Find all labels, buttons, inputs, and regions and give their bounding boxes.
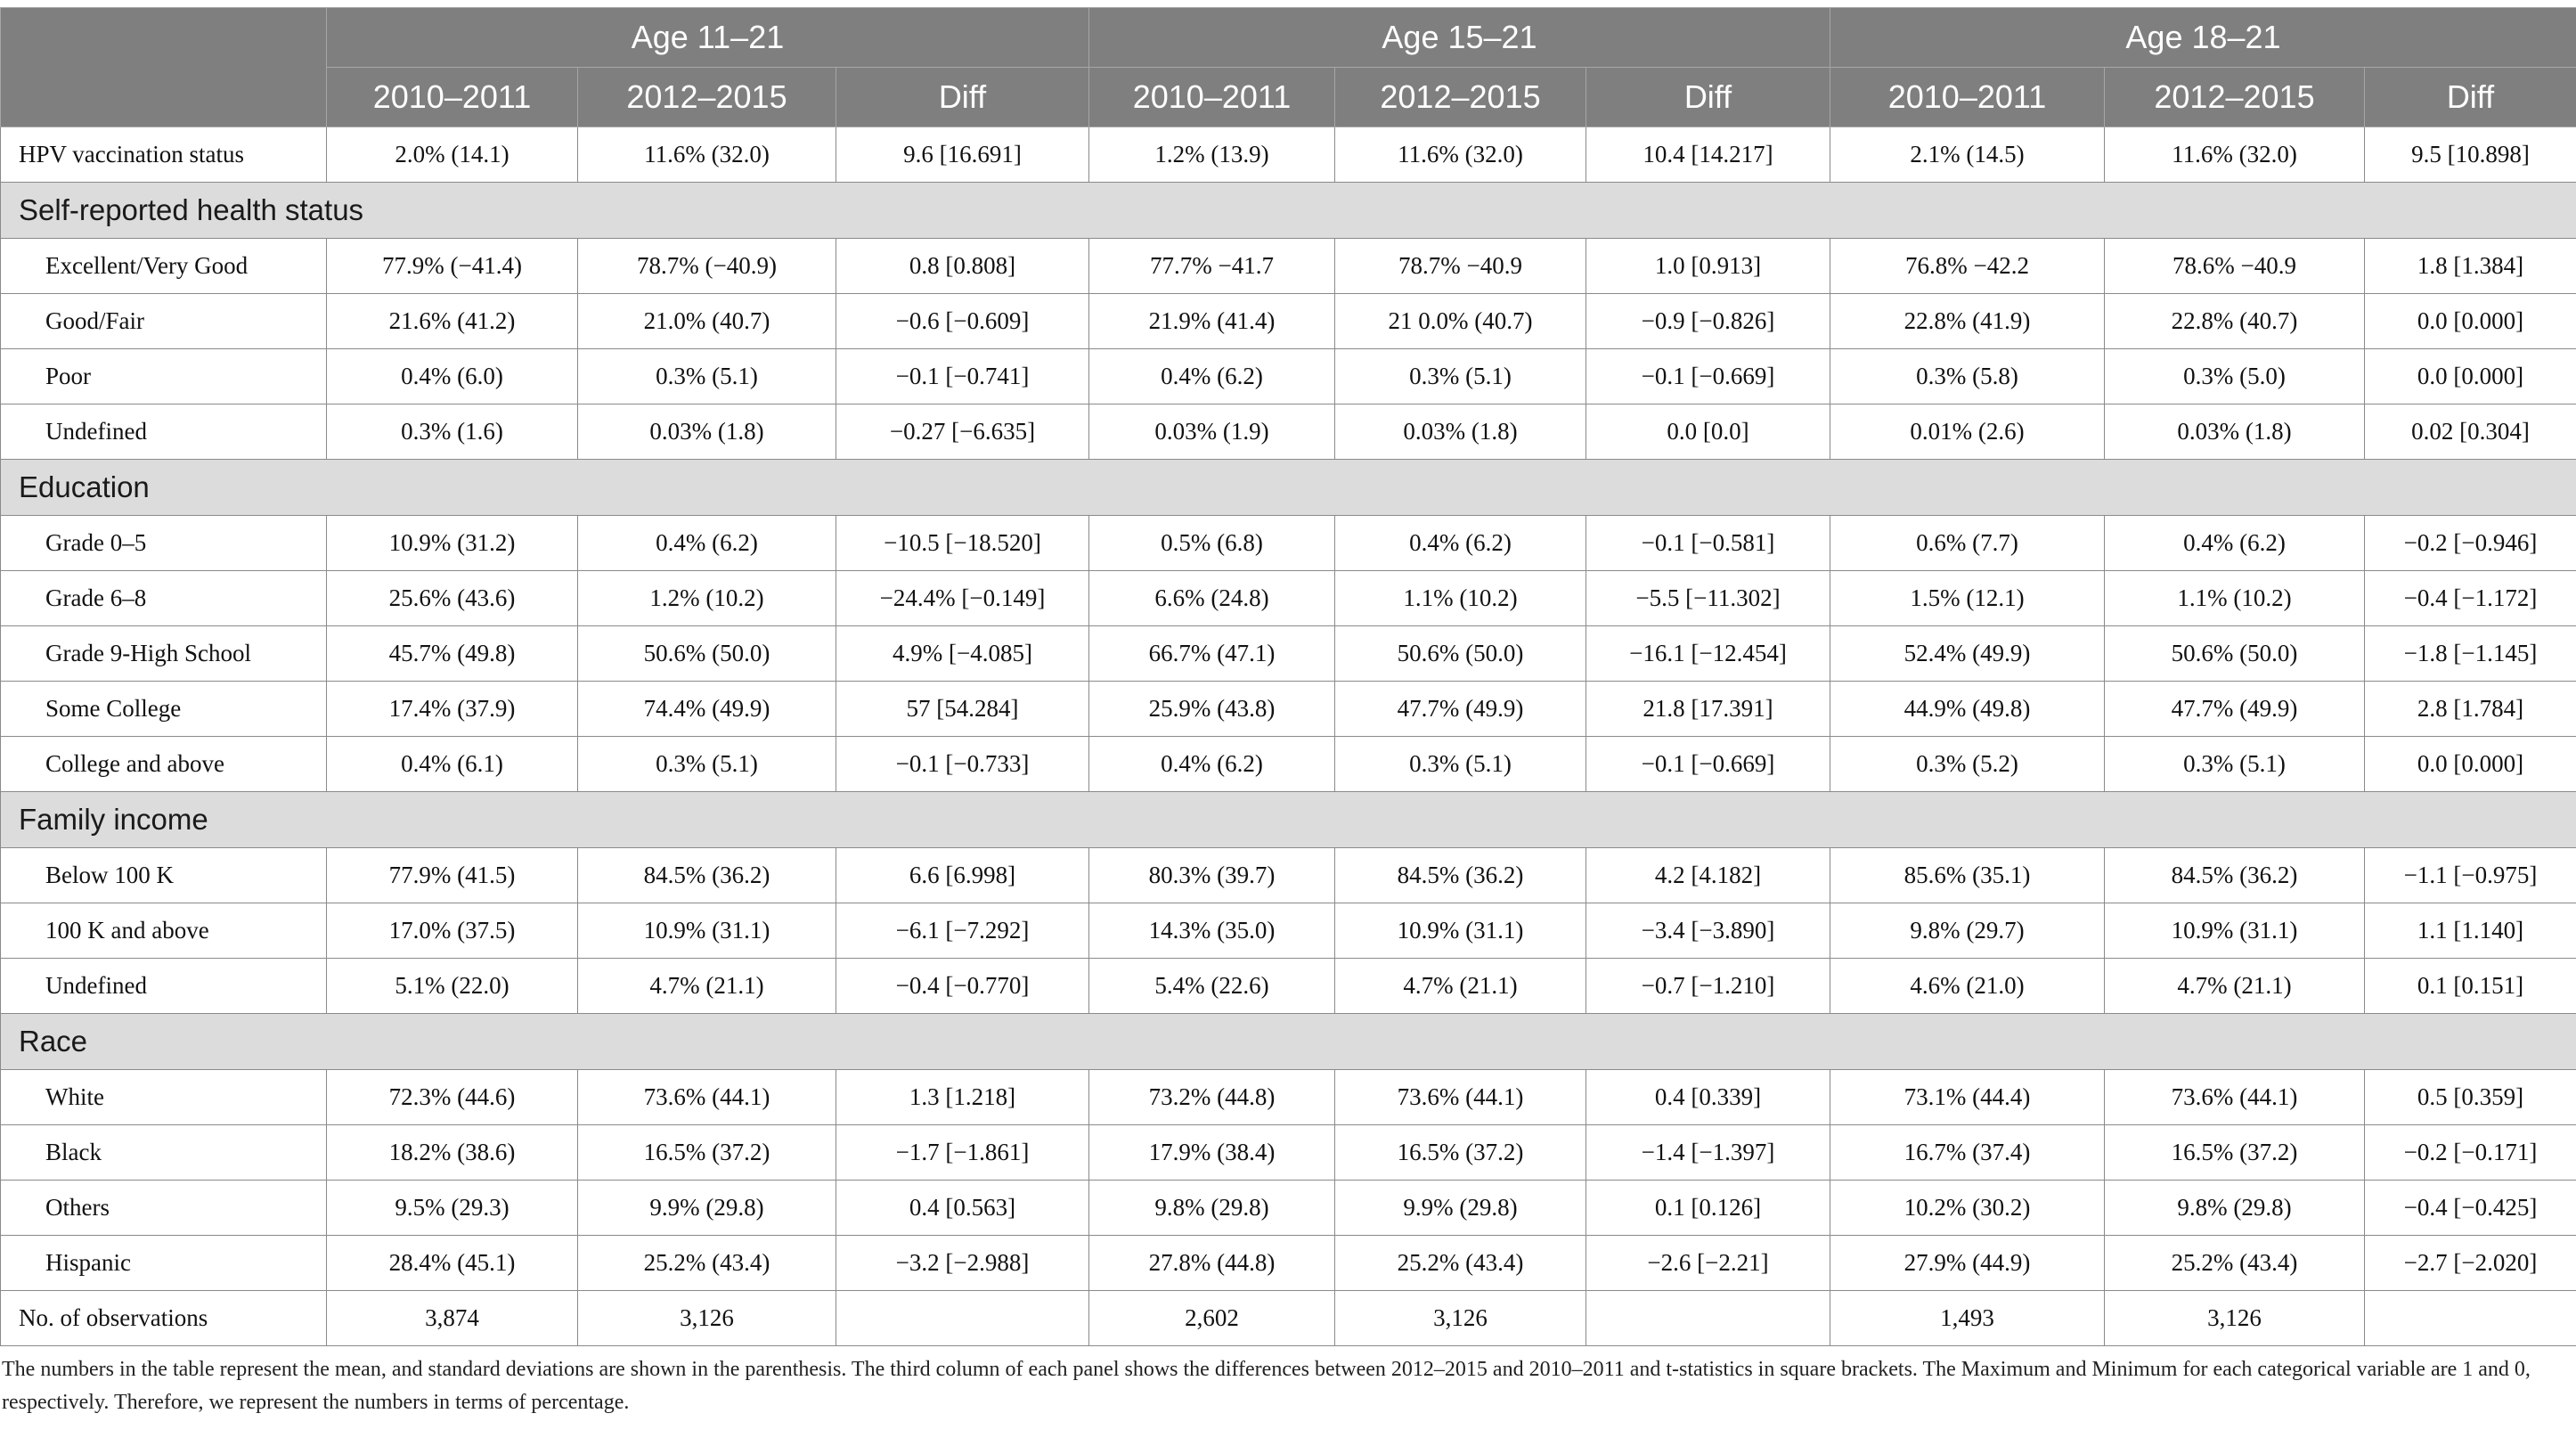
header-group-age-18-21: Age 18–21 [1830, 8, 2576, 68]
table-cell [1586, 1291, 1830, 1346]
table-row [1, 1236, 2576, 1291]
table-cell: 0.3% (1.6) [327, 404, 578, 460]
table-cell: 9.8% (29.7) [1830, 903, 2105, 959]
table-cell: 17.9% (38.4) [1089, 1125, 1335, 1181]
table-cell: 0.3% (5.1) [2105, 737, 2365, 792]
table-cell: −0.6 [−0.609] [836, 294, 1089, 349]
table-cell: 78.7% −40.9 [1335, 239, 1586, 294]
table-cell: 10.4 [14.217] [1586, 127, 1830, 183]
table-cell: 50.6% (50.0) [578, 626, 836, 682]
subcol-diff: Diff [836, 68, 1089, 127]
header-group-age-11-21: Age 11–21 [327, 8, 1089, 68]
table-cell: 21.8 [17.391] [1586, 682, 1830, 737]
table-cell: 0.03% (1.8) [2105, 404, 2365, 460]
table-cell: 6.6% (24.8) [1089, 571, 1335, 626]
table-cell: −0.4 [−0.770] [836, 959, 1089, 1014]
table-cell: 4.7% (21.1) [1335, 959, 1586, 1014]
table-row [1, 127, 2576, 183]
table-row [1, 903, 2576, 959]
table-cell: 21.0% (40.7) [578, 294, 836, 349]
table-cell: 18.2% (38.6) [327, 1125, 578, 1181]
subcol-diff: Diff [1586, 68, 1830, 127]
table-cell: −1.1 [−0.975] [2365, 848, 2576, 903]
table-cell: 4.6% (21.0) [1830, 959, 2105, 1014]
row-label: Grade 0–5 [1, 516, 327, 571]
table-cell: 0.4% (6.1) [327, 737, 578, 792]
table-cell: 11.6% (32.0) [578, 127, 836, 183]
table-cell: 66.7% (47.1) [1089, 626, 1335, 682]
table-cell: 0.0 [0.000] [2365, 294, 2576, 349]
table-cell: 0.03% (1.8) [578, 404, 836, 460]
subcol-2012-2015: 2012–2015 [578, 68, 836, 127]
table-cell: −2.7 [−2.020] [2365, 1236, 2576, 1291]
table-cell: 27.8% (44.8) [1089, 1236, 1335, 1291]
table-cell: −2.6 [−2.21] [1586, 1236, 1830, 1291]
section-heading: Education [1, 460, 2576, 516]
table-cell: 77.7% −41.7 [1089, 239, 1335, 294]
table-cell: −1.8 [−1.145] [2365, 626, 2576, 682]
table-cell: 9.6 [16.691] [836, 127, 1089, 183]
table-cell: 0.4% (6.0) [327, 349, 578, 404]
table-cell: 77.9% (41.5) [327, 848, 578, 903]
table-cell: 1.1% (10.2) [1335, 571, 1586, 626]
table-cell: 22.8% (40.7) [2105, 294, 2365, 349]
table-cell: 84.5% (36.2) [1335, 848, 1586, 903]
row-label: Good/Fair [1, 294, 327, 349]
row-label: Others [1, 1181, 327, 1236]
table-cell: −24.4% [−0.149] [836, 571, 1089, 626]
table-cell: 10.9% (31.2) [327, 516, 578, 571]
table-cell: −0.9 [−0.826] [1586, 294, 1830, 349]
table-cell: 9.8% (29.8) [2105, 1181, 2365, 1236]
table-cell: −0.1 [−0.733] [836, 737, 1089, 792]
row-label: HPV vaccination status [1, 127, 327, 183]
table-cell: 0.3% (5.1) [578, 737, 836, 792]
table-cell: 25.2% (43.4) [1335, 1236, 1586, 1291]
table-cell: 16.5% (37.2) [578, 1125, 836, 1181]
subcol-2010-2011: 2010–2011 [1089, 68, 1335, 127]
table-row [1, 294, 2576, 349]
table-cell: 80.3% (39.7) [1089, 848, 1335, 903]
table-cell: 0.02 [0.304] [2365, 404, 2576, 460]
table-cell [836, 1291, 1089, 1346]
table-cell: −5.5 [−11.302] [1586, 571, 1830, 626]
table-container [0, 7, 2576, 1419]
table-cell [2365, 1291, 2576, 1346]
table-row [1, 1070, 2576, 1125]
table-cell: 10.9% (31.1) [2105, 903, 2365, 959]
table-cell: 2.1% (14.5) [1830, 127, 2105, 183]
table-cell: 0.0 [0.000] [2365, 349, 2576, 404]
row-label: Excellent/Very Good [1, 239, 327, 294]
table-cell: 0.4% (6.2) [1335, 516, 1586, 571]
table-cell: 25.2% (43.4) [578, 1236, 836, 1291]
table-row [1, 682, 2576, 737]
table-cell: 0.0 [0.0] [1586, 404, 1830, 460]
subcol-diff: Diff [2365, 68, 2576, 127]
row-label: College and above [1, 737, 327, 792]
row-label: Hispanic [1, 1236, 327, 1291]
table-cell: −0.2 [−0.171] [2365, 1125, 2576, 1181]
table-cell: 21 0.0% (40.7) [1335, 294, 1586, 349]
row-label: No. of observations [1, 1291, 327, 1346]
section-heading: Race [1, 1014, 2576, 1070]
table-body [1, 127, 2576, 1346]
table-cell: 16.5% (37.2) [1335, 1125, 1586, 1181]
table-cell: 1.3 [1.218] [836, 1070, 1089, 1125]
table-cell: −0.1 [−0.669] [1586, 349, 1830, 404]
row-label: Below 100 K [1, 848, 327, 903]
table-cell: 6.6 [6.998] [836, 848, 1089, 903]
row-label: 100 K and above [1, 903, 327, 959]
table-cell: 2.8 [1.784] [2365, 682, 2576, 737]
table-cell: −0.1 [−0.581] [1586, 516, 1830, 571]
table-cell: −0.27 [−6.635] [836, 404, 1089, 460]
table-cell: −10.5 [−18.520] [836, 516, 1089, 571]
table-cell: 5.4% (22.6) [1089, 959, 1335, 1014]
table-cell: 11.6% (32.0) [1335, 127, 1586, 183]
subcol-2012-2015: 2012–2015 [1335, 68, 1586, 127]
table-cell: 78.6% −40.9 [2105, 239, 2365, 294]
table-cell: 4.2 [4.182] [1586, 848, 1830, 903]
table-cell: 25.2% (43.4) [2105, 1236, 2365, 1291]
table-cell: 50.6% (50.0) [1335, 626, 1586, 682]
table-cell: 0.4% (6.2) [1089, 349, 1335, 404]
table-cell: 1.1% (10.2) [2105, 571, 2365, 626]
table-cell: 10.9% (31.1) [1335, 903, 1586, 959]
row-label: Grade 6–8 [1, 571, 327, 626]
table-cell: 1.8 [1.384] [2365, 239, 2576, 294]
table-cell: 27.9% (44.9) [1830, 1236, 2105, 1291]
header-group-row [1, 8, 2576, 68]
table-cell: −6.1 [−7.292] [836, 903, 1089, 959]
table-cell: 0.4 [0.563] [836, 1181, 1089, 1236]
table-cell: −16.1 [−12.454] [1586, 626, 1830, 682]
table-cell: 1.2% (10.2) [578, 571, 836, 626]
table-cell: 47.7% (49.9) [1335, 682, 1586, 737]
header-group-age-15-21: Age 15–21 [1089, 8, 1830, 68]
table-cell: 50.6% (50.0) [2105, 626, 2365, 682]
subcol-2010-2011: 2010–2011 [1830, 68, 2105, 127]
table-cell: 77.9% (−41.4) [327, 239, 578, 294]
section-heading: Self-reported health status [1, 183, 2576, 239]
table-row [1, 1181, 2576, 1236]
table-cell: 0.5 [0.359] [2365, 1070, 2576, 1125]
table-cell: 0.4% (6.2) [1089, 737, 1335, 792]
table-cell: 10.9% (31.1) [578, 903, 836, 959]
table-cell: 0.03% (1.9) [1089, 404, 1335, 460]
table-row [1, 349, 2576, 404]
row-label: Grade 9-High School [1, 626, 327, 682]
row-label: Undefined [1, 404, 327, 460]
table-cell: −0.4 [−0.425] [2365, 1181, 2576, 1236]
table-cell: 76.8% −42.2 [1830, 239, 2105, 294]
table-cell: 0.1 [0.126] [1586, 1181, 1830, 1236]
row-label: Some College [1, 682, 327, 737]
table-cell: 28.4% (45.1) [327, 1236, 578, 1291]
table-cell: 9.8% (29.8) [1089, 1181, 1335, 1236]
table-row [1, 571, 2576, 626]
header-blank-cell [1, 8, 327, 127]
table-cell: −0.1 [−0.741] [836, 349, 1089, 404]
table-cell: 0.01% (2.6) [1830, 404, 2105, 460]
section-row [1, 460, 2576, 516]
table-cell: 57 [54.284] [836, 682, 1089, 737]
table-cell: 11.6% (32.0) [2105, 127, 2365, 183]
table-cell: 0.6% (7.7) [1830, 516, 2105, 571]
table-cell: −3.2 [−2.988] [836, 1236, 1089, 1291]
header-subcol-row [1, 68, 2576, 127]
table-row [1, 404, 2576, 460]
table-row [1, 737, 2576, 792]
table-cell: −0.1 [−0.669] [1586, 737, 1830, 792]
table-cell: 16.5% (37.2) [2105, 1125, 2365, 1181]
table-cell: 0.5% (6.8) [1089, 516, 1335, 571]
table-cell: 0.3% (5.0) [2105, 349, 2365, 404]
table-cell: 73.6% (44.1) [578, 1070, 836, 1125]
table-cell: 10.2% (30.2) [1830, 1181, 2105, 1236]
table-cell: 44.9% (49.8) [1830, 682, 2105, 737]
table-cell: 5.1% (22.0) [327, 959, 578, 1014]
table-cell: 73.6% (44.1) [1335, 1070, 1586, 1125]
table-cell: 0.4% (6.2) [2105, 516, 2365, 571]
table-cell: −0.4 [−1.172] [2365, 571, 2576, 626]
table-cell: 52.4% (49.9) [1830, 626, 2105, 682]
table-cell: 74.4% (49.9) [578, 682, 836, 737]
table-cell: 3,126 [578, 1291, 836, 1346]
table-cell: −0.7 [−1.210] [1586, 959, 1830, 1014]
table-cell: 1.0 [0.913] [1586, 239, 1830, 294]
table-cell: −1.7 [−1.861] [836, 1125, 1089, 1181]
table-cell: 45.7% (49.8) [327, 626, 578, 682]
table-cell: −1.4 [−1.397] [1586, 1125, 1830, 1181]
table-cell: 1.5% (12.1) [1830, 571, 2105, 626]
table-cell: 9.9% (29.8) [578, 1181, 836, 1236]
table-cell: 0.0 [0.000] [2365, 737, 2576, 792]
table-cell: 2.0% (14.1) [327, 127, 578, 183]
table-cell: 17.0% (37.5) [327, 903, 578, 959]
section-row [1, 792, 2576, 848]
section-row [1, 183, 2576, 239]
table-cell: 0.3% (5.2) [1830, 737, 2105, 792]
table-row [1, 1291, 2576, 1346]
row-label: Black [1, 1125, 327, 1181]
row-label: Poor [1, 349, 327, 404]
table-footnote: The numbers in the table represent the mean, and standard deviations are shown in the parenthesis. The third column of each panel shows the differences between 2012–2015 and 2010–2011 and t-statistics in square brackets. The Maximum and Minimum for each categorical variable are 1 and 0, respectively. Therefore, we represent the numbers in terms of percentage. [2, 1358, 2531, 1414]
table-cell: 73.6% (44.1) [2105, 1070, 2365, 1125]
table-cell: 72.3% (44.6) [327, 1070, 578, 1125]
table-cell: 17.4% (37.9) [327, 682, 578, 737]
table-cell: 1,493 [1830, 1291, 2105, 1346]
table-cell: 1.2% (13.9) [1089, 127, 1335, 183]
subcol-2012-2015: 2012–2015 [2105, 68, 2365, 127]
section-heading: Family income [1, 792, 2576, 848]
table-cell: −0.2 [−0.946] [2365, 516, 2576, 571]
subcol-2010-2011: 2010–2011 [327, 68, 578, 127]
row-label: Undefined [1, 959, 327, 1014]
table-cell: 25.6% (43.6) [327, 571, 578, 626]
table-cell: 0.8 [0.808] [836, 239, 1089, 294]
table-cell: 0.3% (5.1) [1335, 737, 1586, 792]
table-cell: 21.9% (41.4) [1089, 294, 1335, 349]
table-cell: 0.3% (5.1) [1335, 349, 1586, 404]
table-cell: 14.3% (35.0) [1089, 903, 1335, 959]
table-cell: 9.5 [10.898] [2365, 127, 2576, 183]
table-row [1, 959, 2576, 1014]
table-cell: 9.5% (29.3) [327, 1181, 578, 1236]
section-row [1, 1014, 2576, 1070]
table-cell: 21.6% (41.2) [327, 294, 578, 349]
table-cell: 4.7% (21.1) [578, 959, 836, 1014]
table-cell: 0.4 [0.339] [1586, 1070, 1830, 1125]
table-row [1, 516, 2576, 571]
table-cell: 0.03% (1.8) [1335, 404, 1586, 460]
table-cell: 85.6% (35.1) [1830, 848, 2105, 903]
table-cell: 2,602 [1089, 1291, 1335, 1346]
table-row [1, 1125, 2576, 1181]
table-cell: 4.7% (21.1) [2105, 959, 2365, 1014]
table-cell: 78.7% (−40.9) [578, 239, 836, 294]
table-cell: 0.4% (6.2) [578, 516, 836, 571]
table-cell: 3,126 [1335, 1291, 1586, 1346]
table-cell: 0.3% (5.1) [578, 349, 836, 404]
table-cell: 84.5% (36.2) [578, 848, 836, 903]
table-cell: 47.7% (49.9) [2105, 682, 2365, 737]
table-cell: 25.9% (43.8) [1089, 682, 1335, 737]
table-row [1, 239, 2576, 294]
table-cell: 4.9% [−4.085] [836, 626, 1089, 682]
table-cell: 73.1% (44.4) [1830, 1070, 2105, 1125]
table-cell: 16.7% (37.4) [1830, 1125, 2105, 1181]
table-row [1, 626, 2576, 682]
table-cell: 0.3% (5.8) [1830, 349, 2105, 404]
table-cell: 0.1 [0.151] [2365, 959, 2576, 1014]
table-cell: 84.5% (36.2) [2105, 848, 2365, 903]
table-cell: 73.2% (44.8) [1089, 1070, 1335, 1125]
table-cell: 1.1 [1.140] [2365, 903, 2576, 959]
table-cell: 9.9% (29.8) [1335, 1181, 1586, 1236]
table-cell: −3.4 [−3.890] [1586, 903, 1830, 959]
table-cell: 3,126 [2105, 1291, 2365, 1346]
table-cell: 3,874 [327, 1291, 578, 1346]
table-row [1, 848, 2576, 903]
row-label: White [1, 1070, 327, 1125]
summary-statistics-table [0, 7, 2576, 1346]
table-cell: 22.8% (41.9) [1830, 294, 2105, 349]
